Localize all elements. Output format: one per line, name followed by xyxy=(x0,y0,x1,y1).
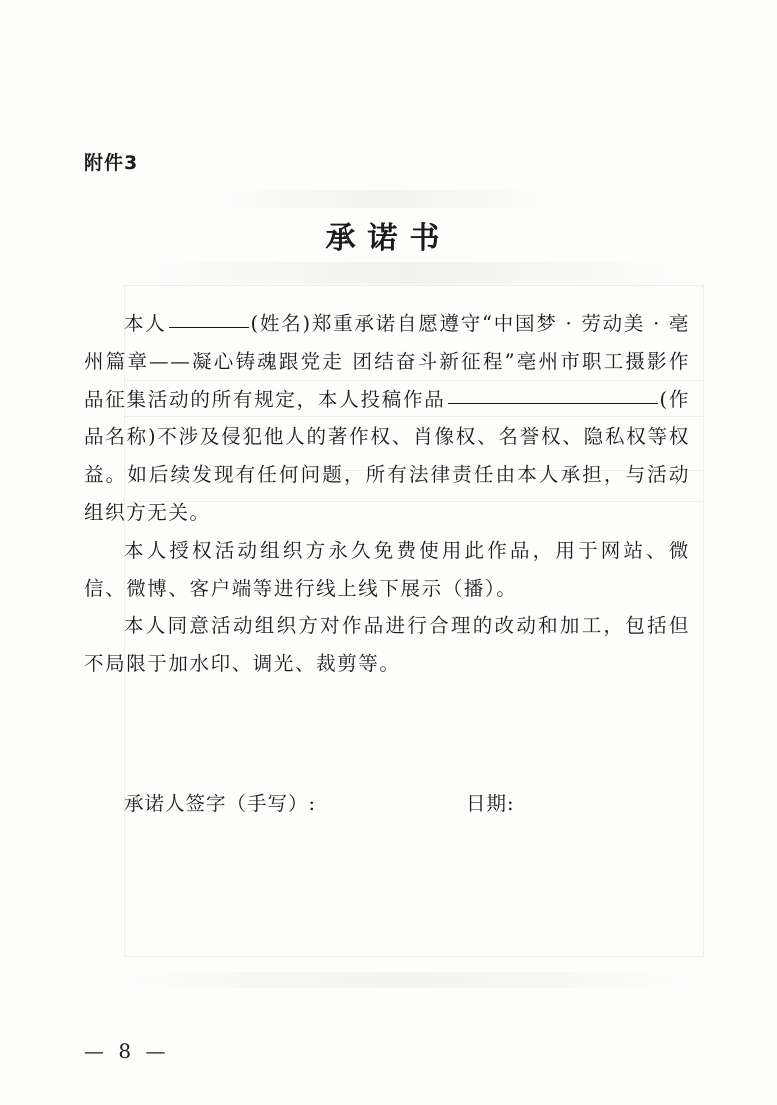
work-title-blank-line xyxy=(448,381,658,404)
paragraph-1-middle: (姓名)郑重承诺自愿遵守“中国梦 · 劳动美 · 亳州篇章——凝心铸魂跟党走 团结奋斗新征程”亳州市职工摄影作品征集活动的所有规定，本人投稿作品 xyxy=(84,312,690,411)
attachment-label: 附件3 xyxy=(84,152,139,174)
signature-label: 承诺人签字（手写）: xyxy=(124,792,317,815)
name-blank-line xyxy=(169,305,249,328)
date-label: 日期: xyxy=(466,792,515,815)
paragraph-1-end: (作品名称)不涉及侵犯他人的著作权、肖像权、名誉权、隐私权等权益。如后续发现有任何问题，所有法律责任由本人承担，与活动组织方无关。 xyxy=(84,387,691,524)
page-number: — 8 — xyxy=(84,1039,170,1063)
page-title: 承诺书 xyxy=(325,221,452,256)
bleed-through-text xyxy=(225,190,545,208)
pledge-body xyxy=(84,305,690,683)
bleed-through-text xyxy=(125,972,685,988)
pledge-paragraph-3: 本人同意活动组织方对作品进行合理的改动和加工，包括但不局限于加水印、调光、裁剪等。 xyxy=(84,614,690,676)
pledge-paragraph-1 xyxy=(84,305,690,532)
bleed-through-text xyxy=(150,262,670,284)
pledge-paragraph-2: 本人授权活动组织方永久免费使用此作品，用于网站、微信、微博、客户端等进行线上线下展示（播）。 xyxy=(84,538,690,600)
paragraph-1-intro: 本人 xyxy=(124,312,167,335)
